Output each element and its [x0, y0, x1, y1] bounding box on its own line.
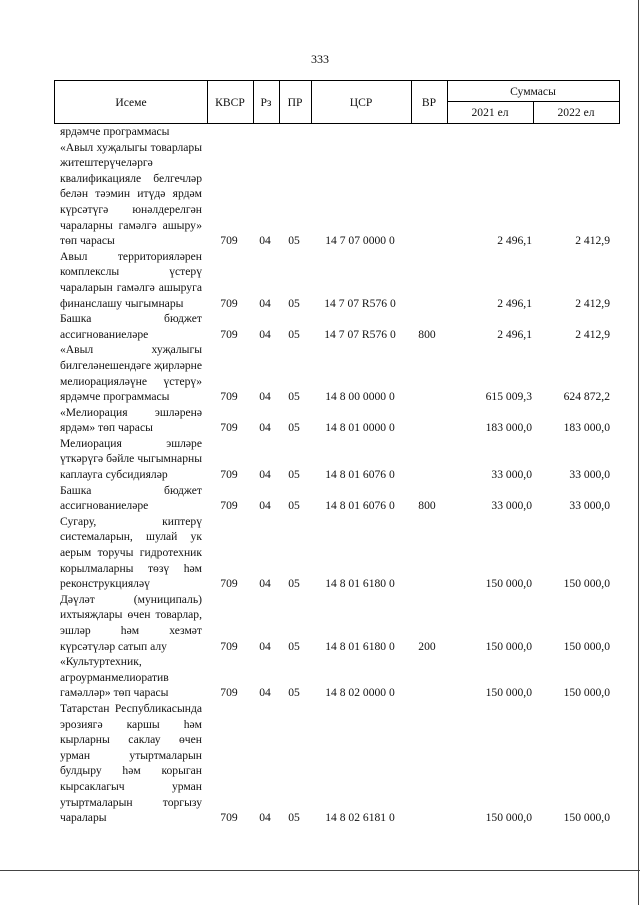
- page-number: 333: [311, 52, 329, 66]
- table-row: [54, 249, 620, 311]
- row-csr: 14 8 01 6180 0: [325, 639, 395, 653]
- row-sum-2022: 2 412,9: [575, 234, 610, 248]
- row-name: Татарстан Республикасында эрозиягә каршы һәм кырларны саклау өчен урман утыртмаларын булдыру һәм корыган кырсаклагыч урман утыртмаларын торгызу чаралары: [60, 701, 202, 825]
- header-kvsr: КВСР: [215, 95, 245, 109]
- table-row: [54, 342, 620, 404]
- row-vr: 800: [418, 327, 436, 341]
- row-name: Мелиорация эшләре үткәрүгә бәйле чыгымнарны каплауга субсидияләр: [60, 436, 202, 482]
- row-name: Сугару, киптерү системаларын, шулай ук аерым торучы гидротехник корылмаларны төзү һәм реконструкцияләү: [60, 514, 202, 591]
- row-rz: 04: [259, 327, 271, 341]
- row-sum-2021: 150 000,0: [485, 639, 532, 653]
- row-csr: 14 8 01 6076 0: [325, 499, 395, 513]
- header-year-2022: 2022 ел: [557, 105, 595, 119]
- row-sum-2021: 615 009,3: [485, 390, 532, 404]
- row-name: Дәүләт (муниципаль) ихтыяҗлары өчен товарлар, эшләр һәм хезмәт күрсәтүләр сатып алу: [60, 592, 202, 653]
- table-row: [54, 311, 620, 342]
- row-sum-2021: 150 000,0: [485, 577, 532, 591]
- row-sum-2021: 150 000,0: [485, 686, 532, 700]
- row-name: Авыл территорияләрен комплекслы үстерү чараларын гамәлгә ашыруга финанслашу чыгымнары: [60, 249, 202, 310]
- row-kvsr: 709: [220, 421, 238, 435]
- row-sum-2022: 2 412,9: [575, 327, 610, 341]
- row-kvsr: 709: [220, 577, 238, 591]
- header-csr: ЦСР: [349, 95, 373, 109]
- row-csr: 14 8 01 6180 0: [325, 577, 395, 591]
- row-pr: 05: [288, 327, 300, 341]
- row-csr: 14 8 01 6076 0: [325, 468, 395, 482]
- row-kvsr: 709: [220, 296, 238, 310]
- row-kvsr: 709: [220, 811, 238, 825]
- row-pr: 05: [288, 499, 300, 513]
- row-csr: 14 7 07 R576 0: [324, 327, 396, 341]
- row-pr: 05: [288, 421, 300, 435]
- row-kvsr: 709: [220, 499, 238, 513]
- header-rz: Рз: [260, 95, 272, 109]
- row-sum-2021: 2 496,1: [497, 234, 532, 248]
- row-kvsr: 709: [220, 686, 238, 700]
- header-year-2021: 2021 ел: [471, 105, 509, 119]
- row-pr: 05: [288, 639, 300, 653]
- row-pr: 05: [288, 296, 300, 310]
- row-pr: 05: [288, 390, 300, 404]
- row-kvsr: 709: [220, 327, 238, 341]
- row-name: ярдәмче программасы «Авыл хуҗалыгы товарлары житештерүчеләргә квалификацияле белгечләр белән тәэмин итүдә ярдәм күрсәтүгә юнәлдерелгән чараларны гамәлгә ашыру» төп чарасы: [60, 125, 202, 248]
- row-sum-2021: 33 000,0: [491, 499, 532, 513]
- row-rz: 04: [259, 390, 271, 404]
- row-rz: 04: [259, 811, 271, 825]
- row-name: «Мелиорация эшләренә ярдәм» төп чарасы: [60, 405, 202, 435]
- table-row: [54, 514, 620, 592]
- row-csr: 14 8 02 0000 0: [325, 686, 395, 700]
- row-sum-2022: 150 000,0: [563, 639, 610, 653]
- row-sum-2022: 150 000,0: [563, 686, 610, 700]
- row-sum-2022: 150 000,0: [563, 811, 610, 825]
- row-pr: 05: [288, 468, 300, 482]
- row-rz: 04: [259, 499, 271, 513]
- header-vr: ВР: [421, 95, 437, 109]
- row-sum-2021: 2 496,1: [497, 327, 532, 341]
- row-name: «Авыл хуҗалыгы билгеләнешендәге җирләрне мелиорацияләүне үстерү» ярдәмче программасы: [60, 343, 202, 404]
- row-sum-2021: 183 000,0: [485, 421, 532, 435]
- table-row: [54, 654, 620, 701]
- row-vr: 800: [418, 499, 436, 513]
- row-name: Башка бюджет ассигнованиеләре: [60, 483, 202, 513]
- row-kvsr: 709: [220, 639, 238, 653]
- scan-bottom-line: [0, 870, 640, 871]
- row-kvsr: 709: [220, 468, 238, 482]
- row-csr: 14 8 01 0000 0: [325, 421, 395, 435]
- row-rz: 04: [259, 421, 271, 435]
- table-body: [54, 124, 620, 826]
- row-pr: 05: [288, 577, 300, 591]
- row-csr: 14 8 02 6181 0: [325, 811, 395, 825]
- row-vr: 200: [418, 639, 436, 653]
- header-name: Исеме: [115, 95, 147, 109]
- row-kvsr: 709: [220, 390, 238, 404]
- row-rz: 04: [259, 234, 271, 248]
- row-name: «Культуртехник, агроурманмелиоратив гамәлләр» төп чарасы: [60, 655, 169, 700]
- row-rz: 04: [259, 577, 271, 591]
- table-row: [54, 405, 620, 436]
- row-sum-2022: 624 872,2: [563, 390, 610, 404]
- scan-edge-line: [638, 0, 639, 905]
- row-rz: 04: [259, 296, 271, 310]
- table-header: [54, 80, 620, 124]
- row-csr: 14 7 07 0000 0: [325, 234, 395, 248]
- row-kvsr: 709: [220, 234, 238, 248]
- row-sum-2022: 33 000,0: [569, 499, 610, 513]
- row-rz: 04: [259, 468, 271, 482]
- row-pr: 05: [288, 811, 300, 825]
- row-sum-2022: 150 000,0: [563, 577, 610, 591]
- row-sum-2021: 150 000,0: [485, 811, 532, 825]
- row-name: Башка бюджет ассигнованиеләре: [60, 312, 202, 341]
- row-sum-2021: 2 496,1: [497, 296, 532, 310]
- row-pr: 05: [288, 234, 300, 248]
- row-sum-2022: 33 000,0: [569, 468, 610, 482]
- row-sum-2021: 33 000,0: [491, 468, 532, 482]
- table-row: [54, 436, 620, 483]
- header-sums: Суммасы: [510, 84, 556, 98]
- table-row: [54, 592, 620, 654]
- row-csr: 14 7 07 R576 0: [324, 296, 396, 310]
- row-csr: 14 8 00 0000 0: [325, 390, 395, 404]
- row-sum-2022: 183 000,0: [563, 421, 610, 435]
- table-row: [54, 124, 620, 249]
- table-row: [54, 701, 620, 826]
- header-pr: ПР: [287, 95, 303, 109]
- row-rz: 04: [259, 686, 271, 700]
- row-sum-2022: 2 412,9: [575, 296, 610, 310]
- table-row: [54, 483, 620, 514]
- row-pr: 05: [288, 686, 300, 700]
- row-rz: 04: [259, 639, 271, 653]
